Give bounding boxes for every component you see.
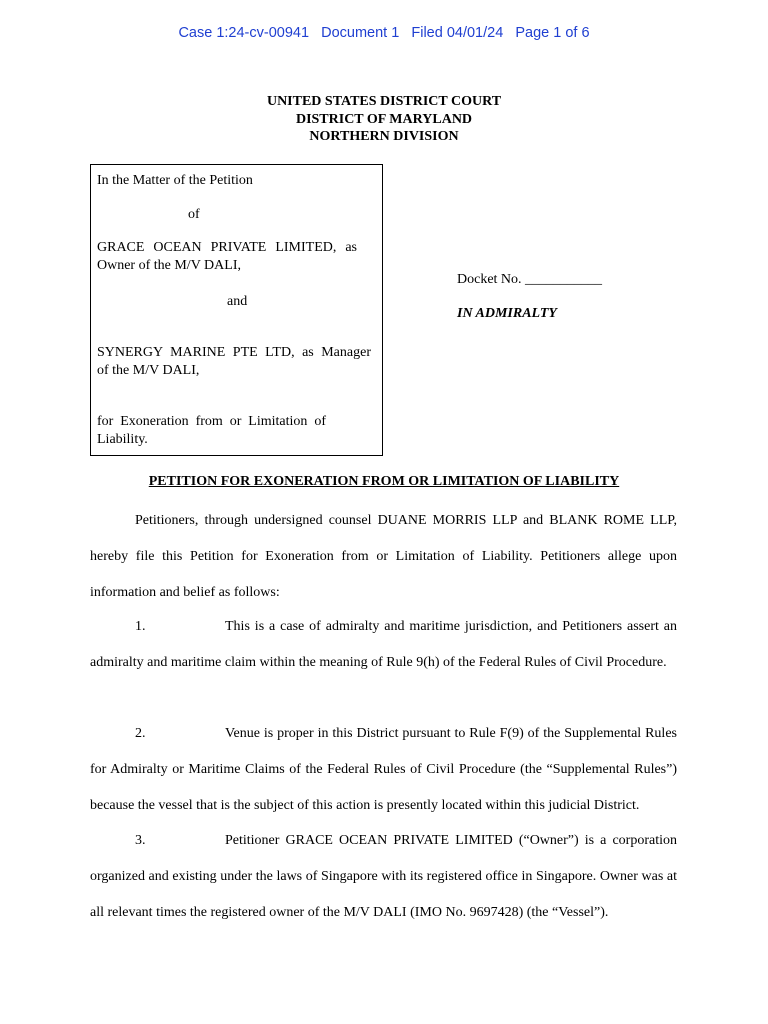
court-division: NORTHERN DIVISION (309, 129, 459, 144)
docket-number: Docket No. ___________ (457, 272, 603, 287)
paragraph-1 (90, 609, 677, 681)
paragraph-2-number: 2. (135, 726, 146, 741)
petition-title: PETITION FOR EXONERATION FROM OR LIMITATION OF LIABILITY (148, 474, 620, 489)
caption-relief-line2: Liability. (97, 432, 148, 447)
paragraph-3-number: 3. (135, 833, 146, 848)
caption-owner-line1: GRACE OCEAN PRIVATE LIMITED, as (97, 240, 357, 255)
caption-of: of (188, 207, 200, 222)
caption-owner-line2: Owner of the M/V DALI, (97, 258, 241, 273)
court-district: DISTRICT OF MARYLAND (295, 111, 473, 127)
court-heading (0, 93, 768, 146)
paragraph-3 (90, 823, 677, 931)
paragraph-2-text: Venue is proper in this District pursuant to Rule F(9) of the Supplemental Rules for Admiralty or Maritime Claims of the Federal Rules of Civil Procedure (the “Supplemental Rules”) because the vessel that is the subject of this action is presently located within this judicial District. (90, 726, 677, 813)
caption-matter: In the Matter of the Petition (97, 173, 253, 188)
caption-and: and (227, 294, 248, 309)
caption-manager-line2: of the M/V DALI, (97, 363, 200, 378)
caption-manager-line1: SYNERGY MARINE PTE LTD, as Manager (97, 345, 371, 360)
caption-relief-line1: for Exoneration from or Limitation of (97, 414, 326, 429)
paragraph-3-text: Petitioner GRACE OCEAN PRIVATE LIMITED (“Owner”) is a corporation organized and existing under the laws of Singapore with its registered office in Singapore. Owner was at all relevant times the registered owner of the M/V DALI (IMO No. 9697428) (the “Vessel”). (90, 833, 677, 920)
intro-paragraph: Petitioners, through undersigned counsel DUANE MORRIS LLP and BLANK ROME LLP, hereby file this Petition for Exoneration from or Limitation of Liability. Petitioners allege upon information and belief as follows: (90, 513, 677, 600)
in-admiralty-label: IN ADMIRALTY (457, 306, 557, 321)
court-name: UNITED STATES DISTRICT COURT (266, 94, 502, 109)
paragraph-2 (90, 716, 677, 824)
paragraph-1-text: This is a case of admiralty and maritime jurisdiction, and Petitioners assert an admiralty and maritime claim within the meaning of Rule 9(h) of the Federal Rules of Civil Procedure. (90, 619, 677, 670)
paragraph-1-number: 1. (135, 619, 146, 634)
case-caption-box (90, 164, 383, 456)
ecf-header: Case 1:24-cv-00941 Document 1 Filed 04/01/24 Page 1 of 6 (178, 25, 590, 41)
